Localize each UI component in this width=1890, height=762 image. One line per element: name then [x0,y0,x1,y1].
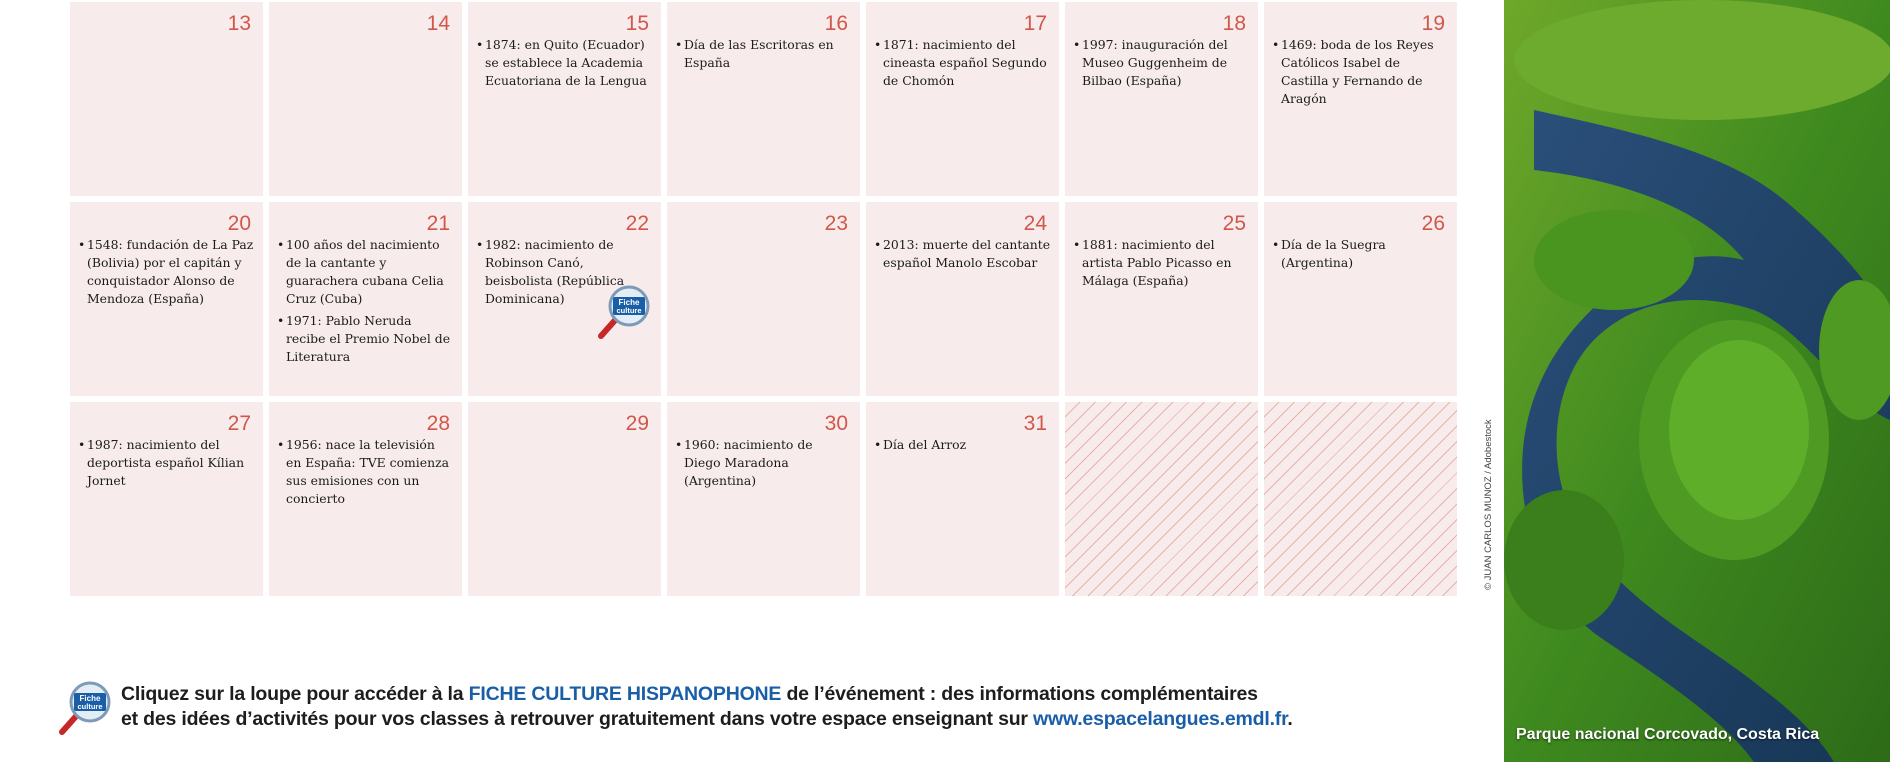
bullet-icon: • [1073,37,1081,52]
magnifier-icon[interactable] [593,284,653,342]
day-number: 21 [426,212,450,235]
event-year: 1874 [485,37,517,52]
event-item [1073,236,1250,290]
bullet-icon: • [874,237,882,252]
bullet-icon: • [1272,37,1280,52]
footer-line-2 [121,707,1293,732]
day-number: 25 [1222,212,1246,235]
event-text: : muerte del cantante español Manolo Escobar [883,237,1051,270]
day-cell [1065,2,1258,196]
magnifier-label-1: Fiche [618,298,640,307]
footer-line1-suffix: de l’événement : des informations complémentaires [781,683,1258,705]
event-year: 1871 [883,37,915,52]
event-text: : nacimiento del artista Pablo Picasso en Málaga (España) [1082,237,1232,288]
day-number: 31 [1023,412,1047,435]
photo-credit: © JUAN CARLOS MUNOZ / Adobestock [1483,419,1494,590]
day-number: 22 [625,212,649,235]
event-item [675,436,852,490]
event-text: : nacimiento de Diego Maradona (Argentina) [684,437,813,488]
day-cell [269,2,462,196]
event-item [675,36,852,72]
day-cell [667,202,860,396]
day-cell [468,402,661,596]
event-item [476,36,653,90]
day-number: 13 [227,12,251,35]
event-text: Día de las Escritoras en España [684,37,834,70]
event-item [1272,36,1449,108]
nature-photo [1504,0,1890,762]
event-item [277,436,454,508]
fiche-culture-highlight: FICHE CULTURE HISPANOPHONE [468,683,782,705]
footer-line-1 [121,682,1293,707]
bullet-icon: • [78,437,86,452]
espacelangues-link[interactable]: www.espacelangues.emdl.fr [1033,708,1288,730]
empty-day-cell [1264,402,1457,596]
footer-line1-prefix: Cliquez sur la loupe pour accéder à la [121,683,469,705]
event-text: : nacimiento del deportista español Kílian Jornet [87,437,245,488]
day-cell [468,202,661,396]
event-item [874,236,1051,272]
event-text: : en Quito (Ecuador) se establece la Academia Ecuatoriana de la Lengua [485,37,647,88]
day-number: 28 [426,412,450,435]
photo-caption: Parque nacional Corcovado, Costa Rica [1516,726,1820,743]
day-cell [70,2,263,196]
day-number: 20 [227,212,251,235]
event-text: Día del Arroz [883,437,967,452]
bullet-icon: • [277,437,285,452]
day-number: 18 [1222,12,1246,35]
event-year: 1956 [286,437,318,452]
day-number: 29 [625,412,649,435]
event-text: 100 años del nacimiento de la cantante y guarachera cubana Celia Cruz (Cuba) [286,237,444,306]
event-year: 1982 [485,237,517,252]
day-number: 19 [1421,12,1445,35]
bullet-icon: • [675,437,683,452]
event-text: : nace la televisión en España: TVE comienza sus emisiones con un concierto [286,437,449,506]
bullet-icon: • [1272,237,1280,252]
day-number: 23 [824,212,848,235]
day-number: 30 [824,412,848,435]
event-year: 1997 [1082,37,1114,52]
day-number: 17 [1023,12,1047,35]
day-cell [269,402,462,596]
bullet-icon: • [78,237,86,252]
footer-line2-prefix: et des idées d’activités pour vos classes à retrouver gratuitement dans votre espace enseignant sur [121,708,1034,730]
event-year: 1987 [87,437,119,452]
day-number: 15 [625,12,649,35]
bullet-icon: • [476,237,484,252]
event-year: 1971 [286,313,318,328]
event-text: : fundación de La Paz (Bolivia) por el capitán y conquistador Alonso de Mendoza (España) [87,237,254,306]
day-cell [70,202,263,396]
day-number: 16 [824,12,848,35]
day-number: 24 [1023,212,1047,235]
day-number: 14 [426,12,450,35]
day-cell [1264,202,1457,396]
empty-day-cell [1065,402,1258,596]
bullet-icon: • [874,437,882,452]
event-year: 1548 [87,237,119,252]
day-cell [468,2,661,196]
event-text: : nacimiento del cineasta español Segundo de Chomón [883,37,1047,88]
event-year: 1469 [1281,37,1313,52]
day-cell [269,202,462,396]
day-cell [667,2,860,196]
footer-text [121,682,1293,732]
magnifier-icon[interactable] [56,680,112,738]
day-number: 26 [1421,212,1445,235]
event-year: 1881 [1082,237,1114,252]
day-cell [667,402,860,596]
day-cell [1065,202,1258,396]
magnifier-label-1: Fiche [79,694,101,703]
event-item [874,436,1051,454]
day-number: 27 [227,412,251,435]
magnifier-label-2: culture [77,702,103,711]
event-year: 1960 [684,437,716,452]
calendar-grid [70,2,1460,596]
event-item [1272,236,1449,272]
event-text: : inauguración del Museo Guggenheim de Bilbao (España) [1082,37,1228,88]
event-text: : Pablo Neruda recibe el Premio Nobel de Literatura [286,313,451,364]
event-year: 2013 [883,237,915,252]
event-item [78,236,255,308]
day-cell [866,202,1059,396]
magnifier-label-2: culture [616,306,642,315]
event-item [1073,36,1250,90]
event-item [277,236,454,308]
bullet-icon: • [277,237,285,252]
event-text: : boda de los Reyes Católicos Isabel de Castilla y Fernando de Aragón [1281,37,1434,106]
day-cell [70,402,263,596]
event-item [874,36,1051,90]
bullet-icon: • [675,37,683,52]
bullet-icon: • [277,313,285,328]
event-item [78,436,255,490]
footer-line2-suffix: . [1287,708,1293,730]
bullet-icon: • [1073,237,1081,252]
event-item [277,312,454,366]
day-cell [866,2,1059,196]
day-cell [866,402,1059,596]
event-text: : nacimiento de Robinson Canó, beisbolista (República Dominicana) [485,237,625,306]
bullet-icon: • [476,37,484,52]
river-forest-image [1504,0,1890,762]
day-cell [1264,2,1457,196]
bullet-icon: • [874,37,882,52]
event-text: Día de la Suegra (Argentina) [1281,237,1386,270]
